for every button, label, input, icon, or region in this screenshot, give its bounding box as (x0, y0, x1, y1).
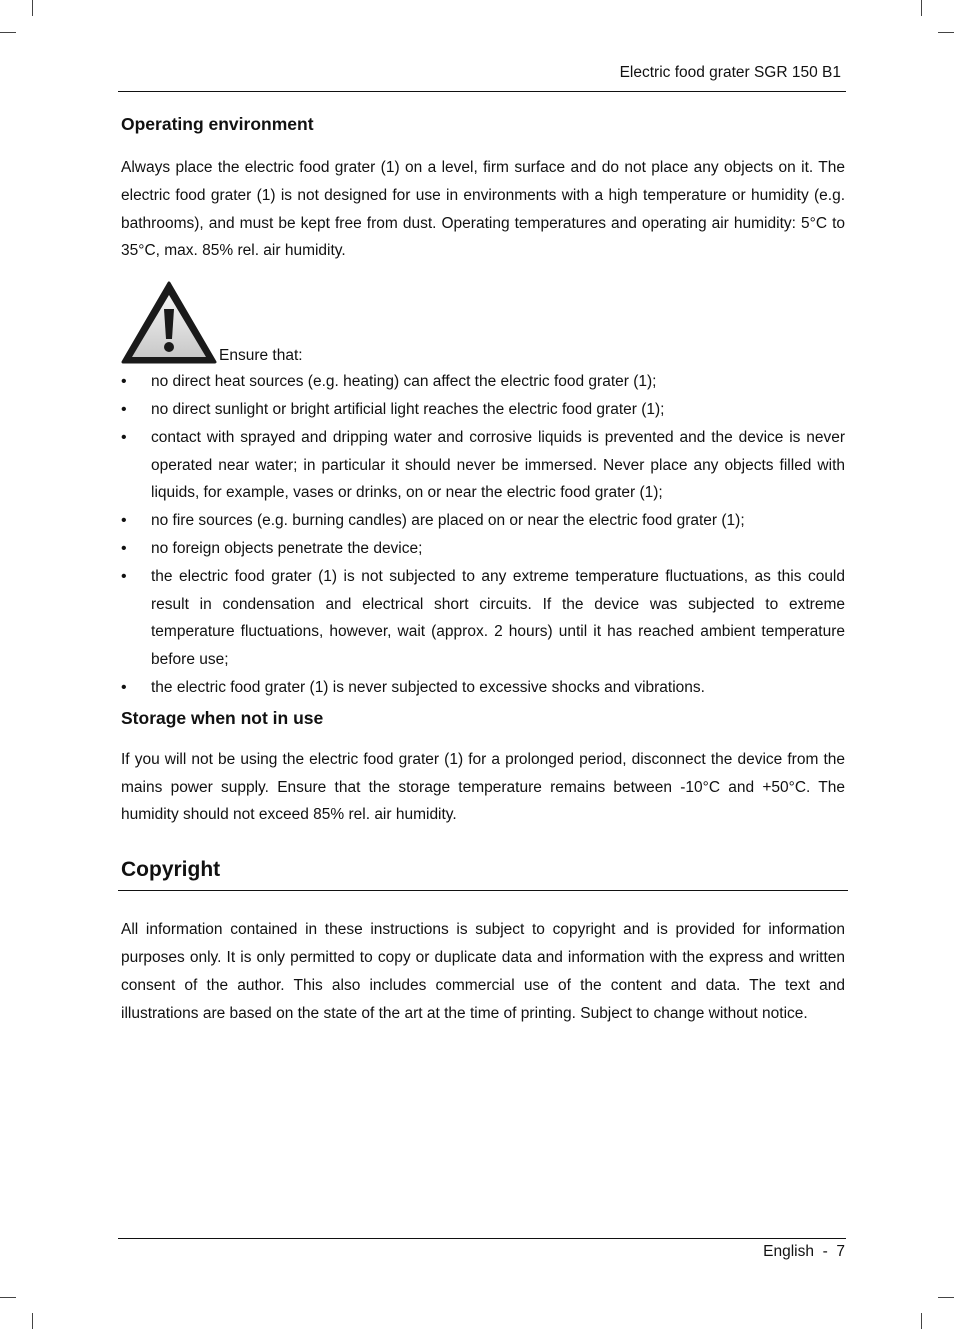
list-item: • no foreign objects penetrate the device; (121, 535, 845, 563)
list-item: • the electric food grater (1) is not subjected to any extreme temperature fluctuations, as this could result in condensation and electrical short circuits. If the device was subjected to extreme temperature fluctuations, however, wait (approx. 2 hours) until it has reached ambient temperature before use; (121, 563, 845, 674)
page-footer: English - 7 (763, 1243, 845, 1260)
storage-paragraph: If you will not be using the electric food grater (1) for a prolonged period, disconnect the device from the mains power supply. Ensure that the storage temperature remains between -10°C and +50°C. The humidity should not exceed 85% rel. air humidity. (121, 750, 845, 824)
page-content (121, 110, 845, 1027)
ensure-that-label: Ensure that: (219, 347, 303, 365)
crop-mark (921, 0, 922, 16)
header-divider (118, 91, 846, 92)
crop-mark (0, 32, 16, 33)
list-item: • no direct heat sources (e.g. heating) can affect the electric food grater (1); (121, 368, 845, 396)
operating-environment-paragraph: Always place the electric food grater (1) on a level, firm surface and do not place any objects on it. The electric food grater (1) is not designed for use in environments with a high temperature or humidity (e.g. bathrooms), and must be kept free from dust. Operating temperatures and operating air humidity: 5°C to 35°C, max. 85% rel. air humidity. (121, 159, 845, 260)
operating-environment-heading: Operating environment (121, 114, 314, 134)
crop-mark (0, 1297, 16, 1298)
crop-mark (938, 32, 954, 33)
warning-block (121, 281, 845, 365)
safety-bullet-list (121, 368, 845, 702)
storage-heading: Storage when not in use (121, 707, 324, 728)
crop-mark (921, 1313, 922, 1329)
list-item: • the electric food grater (1) is never subjected to excessive shocks and vibrations. (121, 674, 845, 702)
copyright-heading: Copyright (121, 858, 221, 882)
warning-triangle-icon (121, 281, 217, 365)
page-header-title: Electric food grater SGR 150 B1 (619, 64, 841, 81)
list-item: • contact with sprayed and dripping water and corrosive liquids is prevented and the device is never operated near water; in particular it should never be immersed. Never place any objects filled with liquids, for example, vases or drinks, on or near the electric food grater (1); (121, 424, 845, 507)
list-item: • no fire sources (e.g. burning candles) are placed on or near the electric food grater (1); (121, 507, 845, 535)
list-item: • no direct sunlight or bright artificial light reaches the electric food grater (1); (121, 396, 845, 424)
crop-mark (32, 1313, 33, 1329)
crop-mark (938, 1297, 954, 1298)
copyright-divider (118, 890, 848, 891)
footer-divider (118, 1238, 846, 1239)
crop-mark (32, 0, 33, 16)
copyright-paragraph: All information contained in these instructions is subject to copyright and is provided for information purposes only. It is only permitted to copy or duplicate data and information with the express and written consent of the author. This also includes commercial use of the content and data. The text and illustrations are based on the state of the art at the time of printing. Subject to change without notice. (121, 921, 845, 1022)
